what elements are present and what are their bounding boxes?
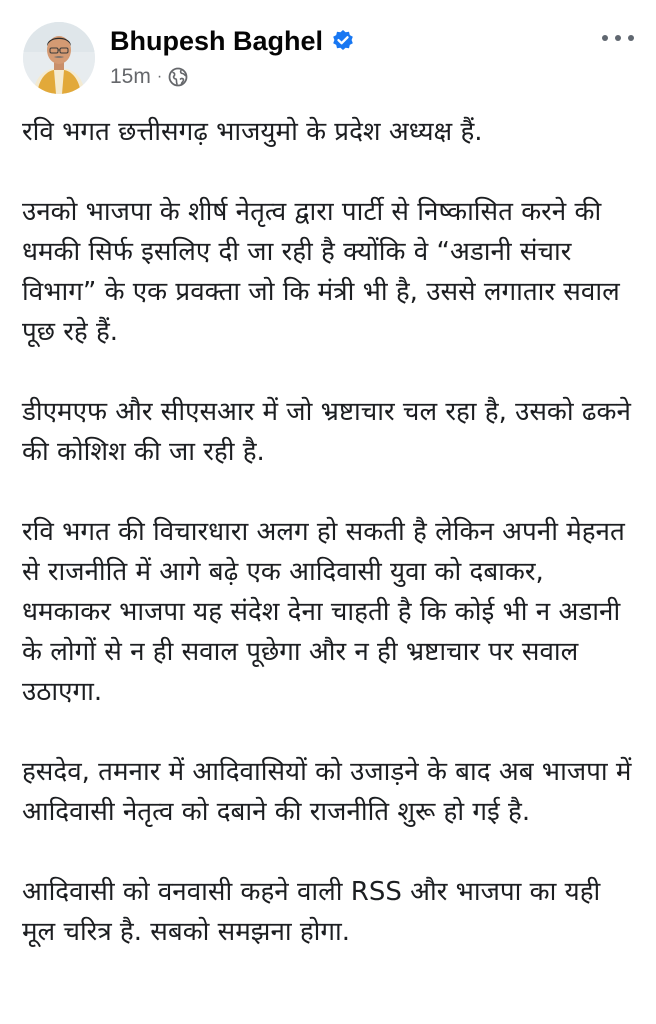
post-paragraph: रवि भगत की विचारधारा अलग हो सकती है लेकिन अपनी मेहनत से राजनीति में आगे बढ़े एक आदिवासी युवा को दबाकर, धमकाकर भाजपा यह संदेश देना चाहती है कि कोई भी न अडानी के लोगों से न ही सवाल पूछेगा और न ही भ्रष्टाचार पर सवाल उठाएगा. [22, 517, 625, 707]
post-timestamp[interactable]: 15m [110, 65, 151, 88]
more-options-icon [600, 34, 636, 42]
more-options-button[interactable] [598, 26, 638, 50]
globe-icon[interactable] [168, 67, 188, 87]
post-paragraph: रवि भगत छत्तीसगढ़ भाजयुमो के प्रदेश अध्यक्ष हैं. [22, 117, 483, 147]
post-paragraph: डीएमएफ और सीएसआर में जो भ्रष्टाचार चल रहा है, उसको ढकने की कोशिश की जा रही है. [22, 397, 631, 467]
post-paragraph: उनको भाजपा के शीर्ष नेतृत्व द्वारा पार्टी से निष्कासित करने की धमकी सिर्फ इसलिए दी जा रही है क्योंकि वे “अडानी संचार विभाग” के एक प्रवक्ता जो कि मंत्री भी है, उससे लगातार सवाल पूछ रहे हैं. [22, 197, 620, 347]
avatar[interactable] [23, 22, 95, 94]
post-meta [110, 64, 188, 90]
author-name[interactable]: Bhupesh Baghel [110, 25, 324, 56]
author-row [110, 24, 355, 58]
post-paragraph: आदिवासी को वनवासी कहने वाली RSS और भाजपा का यही मूल चरित्र है. सबको समझना होगा. [22, 877, 601, 947]
post-paragraph: हसदेव, तमनार में आदिवासियों को उजाड़ने के बाद अब भाजपा में आदिवासी नेतृत्व को दबाने की राजनीति शुरू हो गई है. [22, 757, 632, 827]
meta-separator: · [156, 68, 163, 85]
post-body [22, 112, 638, 992]
avatar-image [23, 22, 95, 94]
post-header [0, 0, 656, 108]
verified-badge-icon [331, 29, 355, 53]
